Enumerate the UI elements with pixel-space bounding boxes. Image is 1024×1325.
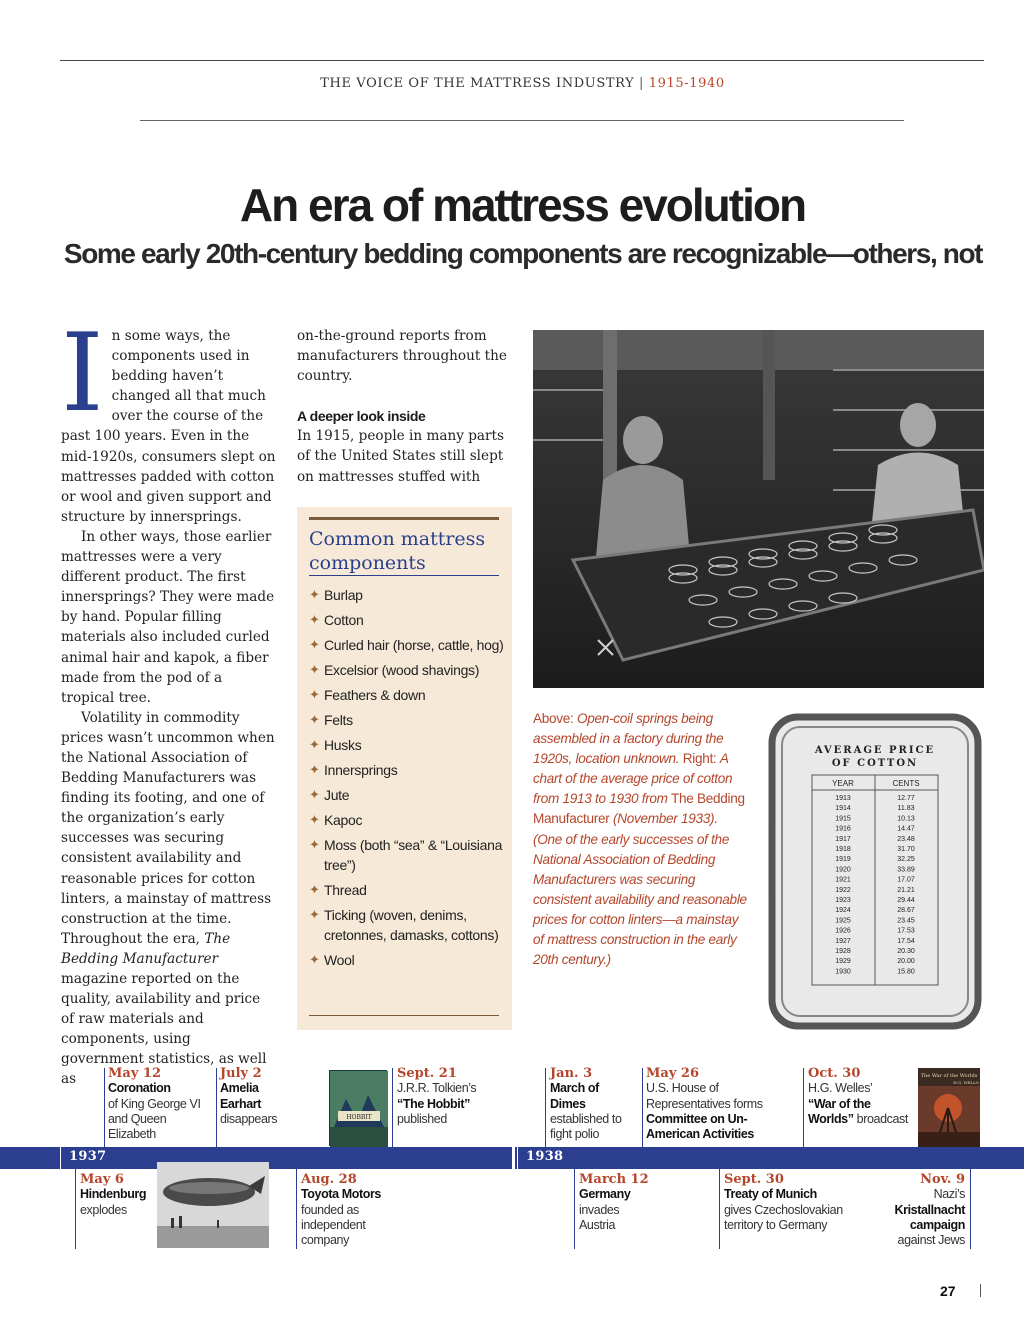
cotton-year-cell: 1916 [835, 825, 851, 833]
star-bullet-icon: ✦ [309, 762, 320, 777]
cotton-cents-cell: 31.70 [897, 846, 915, 853]
hindenburg-photo [157, 1162, 269, 1248]
timeline-tick [642, 1068, 643, 1147]
body-column-2 [297, 326, 512, 487]
component-label: Moss (both “sea” & “Louisiana tree”) [324, 837, 503, 873]
star-bullet-icon: ✦ [309, 952, 320, 967]
article-subtitle: Some early 20th-century bedding components are recognizable—others, not [63, 238, 983, 269]
cotton-cents-cell: 17.54 [897, 937, 915, 945]
running-title: THE VOICE OF THE MATTRESS INDUSTRY [320, 76, 635, 91]
cotton-cents-cell: 32.25 [897, 856, 915, 864]
wotw-cover-illustration [918, 1068, 980, 1147]
event-date: Sept. 21 [397, 1066, 457, 1081]
event-date: Nov. 9 [920, 1172, 965, 1187]
cotton-cents-cell: 11.83 [897, 805, 915, 813]
event-text-a: Nazi’s [933, 1187, 965, 1202]
event-date: Aug. 28 [301, 1172, 357, 1187]
factory-photo [533, 330, 984, 688]
component-label: Jute [324, 787, 350, 803]
drop-cap: I [61, 311, 104, 436]
cotton-col-cents: CENTS [892, 779, 920, 788]
event-text: established to fight polio [550, 1111, 622, 1142]
cotton-chart-title-2: OF COTTON [831, 758, 919, 769]
cotton-year-cell: 1928 [835, 948, 851, 955]
event-text: of King George VI and Queen Elizabeth [108, 1096, 201, 1142]
cotton-year-cell: 1923 [835, 897, 851, 904]
cotton-cents-cell: 17.53 [897, 927, 915, 935]
event-date: March 12 [579, 1172, 649, 1187]
factory-photo-illustration [533, 330, 984, 688]
event-headline: Kristallnacht campaign [894, 1202, 965, 1232]
event-date: Sept. 30 [724, 1172, 784, 1187]
timeline-tick [970, 1169, 971, 1249]
timeline-tick [216, 1068, 217, 1147]
star-bullet-icon: ✦ [309, 637, 320, 652]
event-date: Jan. 3 [550, 1066, 593, 1081]
top-rule [60, 60, 984, 61]
event-headline: Hindenburg [80, 1187, 147, 1202]
cotton-cents-cell: 17.07 [897, 876, 915, 884]
cotton-year-cell: 1926 [835, 927, 851, 935]
event-headline: Coronation [108, 1081, 171, 1096]
cotton-col-year: YEAR [832, 779, 854, 788]
war-of-the-worlds-cover [918, 1068, 980, 1147]
section-subhead: A deeper look inside [297, 408, 426, 425]
component-label: Ticking (woven, denims, cretonnes, damasks, cottons) [324, 907, 499, 943]
cotton-price-table [768, 713, 982, 1030]
timeline-tick [60, 1147, 61, 1169]
event-kristallnacht [862, 1172, 965, 1248]
event-text: broadcast [856, 1111, 908, 1126]
timeline-tick [803, 1068, 804, 1147]
component-item [309, 710, 505, 730]
hobbit-book-image [329, 1070, 387, 1146]
cotton-cents-cell: 14.47 [897, 825, 915, 833]
event-hindenburg [80, 1172, 160, 1218]
star-bullet-icon: ✦ [309, 712, 320, 727]
component-label: Felts [324, 712, 353, 728]
component-label: Excelsior (wood shavings) [324, 662, 480, 678]
folio-rule [980, 1284, 981, 1297]
cotton-cents-cell: 15.80 [897, 968, 915, 976]
event-text: invades Austria [579, 1202, 620, 1232]
year-label-1937: 1937 [69, 1149, 107, 1164]
paragraph-5: In 1915, people in many parts of the United States still slept on mattresses stuffed with [297, 428, 504, 485]
component-item [309, 660, 505, 680]
star-bullet-icon: ✦ [309, 787, 320, 802]
running-separator: | [639, 76, 644, 91]
hindenburg-illustration [157, 1162, 269, 1248]
component-item [309, 785, 505, 805]
component-item [309, 635, 505, 655]
event-headline: “War of the Worlds” [808, 1096, 871, 1126]
component-label: Kapoc [324, 812, 363, 828]
caption-right-label: Right: [682, 751, 717, 767]
component-item [309, 880, 505, 900]
sidebar-heading-rule [309, 575, 499, 576]
paragraph-3 [61, 708, 276, 1090]
star-bullet-icon: ✦ [309, 907, 320, 922]
cotton-cents-cell: 28.67 [897, 907, 915, 915]
photo-caption [533, 709, 749, 970]
year-label-1938: 1938 [526, 1149, 564, 1164]
component-label: Feathers & down [324, 687, 426, 703]
cotton-year-cell: 1915 [835, 815, 851, 823]
cotton-cents-cell: 21.21 [897, 886, 915, 894]
event-anschluss [579, 1172, 659, 1233]
event-headline: Germany [579, 1187, 631, 1202]
wotw-cover-author: H.G. WELLS [953, 1080, 979, 1085]
component-item [309, 735, 505, 755]
sidebar-heading: Common mattress components [309, 528, 486, 574]
star-bullet-icon: ✦ [309, 737, 320, 752]
star-bullet-icon: ✦ [309, 687, 320, 702]
event-date: May 12 [108, 1066, 161, 1081]
header-rule [140, 120, 904, 121]
component-label: Thread [324, 882, 367, 898]
star-bullet-icon: ✦ [309, 882, 320, 897]
timeline-tick [104, 1068, 105, 1147]
event-headline: March of Dimes [550, 1081, 599, 1111]
cotton-year-cell: 1925 [835, 917, 851, 925]
event-march-of-dimes [550, 1066, 622, 1142]
cotton-cents-cell: 12.77 [897, 795, 915, 802]
components-sidebar [297, 507, 512, 1030]
cotton-year-cell: 1921 [835, 876, 851, 884]
cotton-cents-cell: 29.44 [897, 897, 915, 904]
star-bullet-icon: ✦ [309, 612, 320, 627]
paragraph-3-text-a: Volatility in commodity prices wasn’t uncommon when the National Association of Bedding Manufacturers was finding its footing, and one of the organization’s early successes was securing consistent availability and reasonable prices for cotton linters, a mainstay of mattress construction at the time. Throughout the era, [61, 709, 275, 947]
sidebar-bottom-rule [309, 1015, 499, 1016]
caption-above-text: Open-coil springs being assembled in a factory during the 1920s, location unknown. [533, 711, 724, 767]
component-item [309, 760, 505, 780]
event-coronation [108, 1066, 208, 1142]
event-earhart [220, 1066, 300, 1127]
event-toyota [301, 1172, 401, 1248]
event-war-of-the-worlds [808, 1066, 918, 1127]
timeline-tick [574, 1169, 575, 1249]
sidebar-top-bar [309, 517, 499, 520]
component-label: Curled hair (horse, cattle, hog) [324, 637, 504, 653]
timeline-bar-1938 [515, 1147, 1024, 1169]
cotton-year-cell: 1920 [835, 866, 851, 874]
star-bullet-icon: ✦ [309, 812, 320, 827]
caption-above-label: Above: [533, 711, 574, 726]
publication-name: The Bedding Manufacturer [61, 930, 231, 967]
event-huac [646, 1066, 796, 1142]
timeline-tick [392, 1068, 393, 1147]
event-headline: Amelia Earhart [220, 1081, 261, 1111]
timeline-tick [719, 1169, 720, 1249]
paragraph-1-text: n some ways, the components used in bedding haven’t changed all that much over the course of the past 100 years. Even in the mid-1920s, consumers slept on mattresses padded with cotton or wool and given support and structure by innersprings. [61, 328, 276, 525]
cotton-year-cell: 1913 [835, 795, 851, 802]
paragraph-4: on-the-ground reports from manufacturers throughout the country. [297, 328, 507, 385]
running-years: 1915-1940 [648, 76, 725, 91]
cotton-price-chart [768, 713, 982, 1030]
cotton-year-cell: 1914 [835, 805, 851, 813]
event-munich [724, 1172, 854, 1233]
event-date: July 2 [220, 1066, 262, 1081]
cotton-cents-cell: 10.13 [897, 815, 915, 823]
star-bullet-icon: ✦ [309, 837, 320, 852]
cotton-year-cell: 1927 [835, 937, 851, 945]
event-text: explodes [80, 1202, 127, 1217]
component-label: Burlap [324, 587, 363, 603]
caption-publication: The Bedding Manufacturer [533, 791, 745, 827]
component-label: Cotton [324, 612, 364, 628]
cotton-year-cell: 1917 [835, 835, 851, 843]
caption-right-text-b: (November 1933). (One of the early successes of the National Association of Bedding Manufacturers was securing consistent availability and reasonable prices for cotton linters—a mainstay of mattress construction in the early 20th century.) [533, 811, 747, 968]
event-text: published [397, 1111, 447, 1126]
timeline-tick [75, 1169, 76, 1249]
cotton-cents-cell: 23.48 [897, 835, 915, 843]
event-headline: Committee on Un-American Activities [646, 1111, 754, 1142]
paragraph-2: In other ways, those earlier mattresses were a very different product. The first innersprings? They were made by hand. Popular filling materials also included curled animal hair and kapok, a fiber made from the pod of a tropical tree. [61, 528, 275, 706]
event-text: against Jews [897, 1233, 965, 1248]
event-text: founded as independent company [301, 1202, 366, 1248]
component-item [309, 610, 505, 630]
paragraph-3-text-b: magazine reported on the quality, availability and price of raw materials and components, using government statistics, as well as [61, 971, 267, 1088]
event-date: Oct. 30 [808, 1066, 861, 1081]
page-number: 27 [940, 1283, 956, 1299]
caption-right-text-a: A chart of the average price of cotton from 1913 to 1930 from [533, 751, 733, 807]
paragraph-1 [61, 311, 276, 527]
cotton-year-cell: 1922 [835, 886, 851, 894]
star-bullet-icon: ✦ [309, 662, 320, 677]
component-label: Husks [324, 737, 362, 753]
event-headline: Toyota Motors [301, 1187, 381, 1202]
star-bullet-icon: ✦ [309, 587, 320, 602]
cotton-cents-cell: 20.30 [897, 948, 915, 955]
wotw-cover-title: The War of the Worlds [920, 1073, 978, 1079]
event-date: May 26 [646, 1066, 699, 1081]
event-hobbit [397, 1066, 507, 1127]
component-label: Wool [324, 952, 355, 968]
component-item [309, 810, 505, 830]
cotton-year-cell: 1918 [835, 846, 851, 853]
component-label: Innersprings [324, 762, 398, 778]
cotton-chart-title-1: AVERAGE PRICE [814, 745, 936, 756]
component-item [309, 950, 505, 970]
timeline-tick [296, 1169, 297, 1249]
article-title: An era of mattress evolution [239, 179, 806, 231]
event-headline: Treaty of Munich [724, 1187, 817, 1202]
event-text-a: U.S. House of Representatives forms [646, 1081, 763, 1111]
event-text-a: H.G. Welles’ [808, 1081, 873, 1096]
body-column-1 [61, 311, 276, 1090]
component-item [309, 685, 505, 705]
cotton-cents-cell: 23.45 [897, 917, 915, 925]
cotton-year-cell: 1929 [835, 958, 851, 966]
event-date: May 6 [80, 1172, 124, 1187]
component-item [309, 835, 505, 875]
running-head [0, 76, 1024, 91]
cotton-cents-cell: 20.00 [897, 958, 915, 966]
timeline-tick [545, 1068, 546, 1147]
hobbit-cover-illustration [330, 1071, 388, 1147]
component-item [309, 585, 505, 605]
event-text: disappears [220, 1111, 278, 1126]
component-list [309, 585, 505, 975]
timeline-tick [517, 1147, 518, 1169]
cotton-year-cell: 1930 [835, 968, 851, 976]
event-text: gives Czechoslovakian territory to Germany [724, 1202, 843, 1232]
hobbit-cover-label: HOBBIT [346, 1114, 372, 1121]
cotton-year-cell: 1919 [835, 856, 851, 864]
component-item [309, 905, 505, 945]
event-headline: “The Hobbit” [397, 1096, 470, 1111]
cotton-cents-cell: 33.89 [897, 866, 915, 874]
cotton-year-cell: 1924 [835, 907, 851, 915]
event-text-a: J.R.R. Tolkien’s [397, 1081, 477, 1096]
